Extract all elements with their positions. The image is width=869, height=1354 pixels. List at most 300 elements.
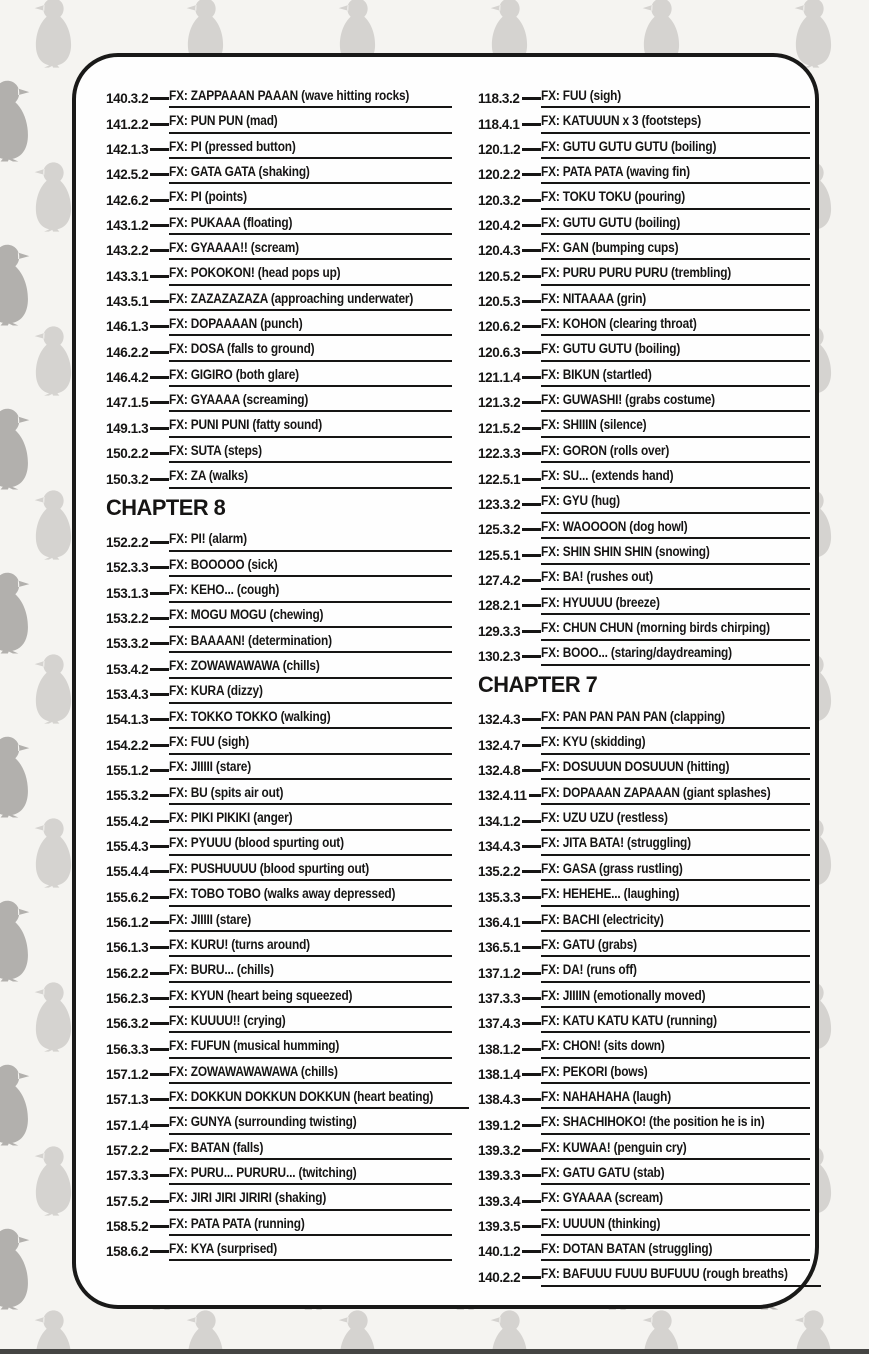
fx-label-text: FX: KYU (skidding) [541,734,646,750]
connector-line [150,769,169,772]
fx-entry [478,755,810,780]
page-panel-ref: 157.3.3 [106,1168,149,1184]
connector-line [150,376,169,379]
fx-entry [478,539,810,564]
connector-line [522,997,541,1000]
page-panel-ref: 138.1.2 [478,1041,521,1057]
connector-line [522,718,541,721]
fx-label-text: FX: UZU UZU (restless) [541,810,668,826]
fx-entry [478,1008,810,1033]
connector-line [522,224,541,227]
fx-entry-ref-group [106,216,169,235]
page-panel-ref: 120.5.3 [478,294,521,310]
connector-line [522,1022,541,1025]
fx-entry [106,184,452,209]
penguin-silhouette-icon [790,0,837,68]
fx-label [169,113,452,134]
connector-line [150,820,169,823]
fx-label [541,785,810,806]
page-panel-ref: 125.3.2 [478,522,521,538]
connector-line [522,401,541,404]
fx-entry [106,1135,452,1160]
fx-entry [478,641,810,666]
connector-line [150,997,169,1000]
connector-line [150,972,169,975]
fx-label-text: FX: KYA (surprised) [169,1240,278,1256]
page-panel-ref: 139.3.5 [478,1219,521,1235]
fx-entry-ref-group [106,419,169,438]
connector-line [150,300,169,303]
fx-entry-ref-group [478,292,541,311]
chapter-heading-label: CHAPTER 7 [478,671,598,697]
fx-entry-ref-group [106,888,169,907]
fx-label-text: FX: PATA PATA (running) [169,1215,305,1231]
page-panel-ref: 118.4.1 [478,116,520,132]
fx-entry-ref-group [106,938,169,957]
fx-entry [478,336,810,361]
fx-entry [478,210,810,235]
fx-entry [106,260,452,285]
fx-label-text: FX: PEKORI (bows) [541,1063,648,1079]
penguin-silhouette-icon [0,242,35,326]
fx-label [541,734,810,755]
fx-entry-ref-group [106,786,169,805]
page-panel-ref: 153.3.2 [106,636,149,652]
fx-label-text: FX: JIIIIN (emotionally moved) [541,987,706,1003]
fx-label-text: FX: KUWAA! (penguin cry) [541,1139,687,1155]
fx-entry-ref-group [478,1242,541,1261]
fx-label-text: FX: KATUUUN x 3 (footsteps) [541,113,702,129]
fx-entry [478,1059,810,1084]
fx-label [169,1165,452,1186]
fx-entry [478,780,810,805]
page-panel-ref: 139.1.2 [478,1117,521,1133]
fx-entry [106,1185,452,1210]
connector-line [522,1048,541,1051]
page-panel-ref: 120.4.3 [478,243,521,259]
fx-label-text: FX: FUFUN (musical humming) [169,1038,340,1054]
fx-label-text: FX: GATU (grabs) [541,936,637,952]
page-panel-ref: 143.2.2 [106,243,149,259]
fx-label [541,1241,810,1262]
connector-line [522,1225,541,1228]
fx-label-text: FX: GATU GATU (stab) [541,1164,665,1180]
fx-entry-ref-group [106,140,169,159]
connector-line [150,173,169,176]
penguin-silhouette-icon [30,1144,77,1216]
fx-entry [106,552,452,577]
page-panel-ref: 138.4.3 [478,1092,521,1108]
fx-entry-ref-group [106,913,169,932]
fx-label [541,1038,810,1059]
page-panel-ref: 140.3.2 [106,91,149,107]
fx-label-text: FX: BAFUUU FUUU BUFUUU (rough breaths) [541,1266,788,1282]
fx-label [541,835,810,856]
fx-label [541,1165,810,1186]
fx-label [541,88,810,109]
fx-label-text: FX: JIRI JIRI JIRIRI (shaking) [169,1190,327,1206]
page-panel-ref: 130.2.3 [478,648,521,664]
fx-label [169,341,452,362]
page-panel-ref: 139.3.2 [478,1143,521,1159]
penguin-silhouette-icon [486,1308,533,1354]
fx-label-text: FX: GUNYA (surrounding twisting) [169,1114,357,1130]
fx-label-text: FX: GUWASHI! (grabs costume) [541,391,715,407]
page-panel-ref: 157.1.3 [106,1092,149,1108]
fx-label-text: FX: DOKKUN DOKKUN DOKKUN (heart beating) [169,1088,434,1104]
fx-entry-ref-group [478,989,541,1008]
connector-line [150,617,169,620]
fx-entry-ref-group [478,89,541,108]
fx-entry [106,1084,452,1109]
fx-label-text: FX: GORON (rolls over) [541,442,670,458]
fx-label [169,734,452,755]
connector-line [522,1276,541,1279]
connector-line [522,452,541,455]
fx-entry-ref-group [478,647,541,666]
fx-entry [478,311,810,336]
fx-entry [478,412,810,437]
fx-label-text: FX: DOPAAAAN (punch) [169,315,303,331]
fx-entry [106,527,452,552]
fx-entry-ref-group [478,546,541,565]
connector-line [522,528,541,531]
penguin-silhouette-icon [30,980,77,1052]
fx-label-text: FX: KUUUU!! (crying) [169,1012,286,1028]
fx-entry [106,957,452,982]
fx-label-text: FX: BATAN (falls) [169,1139,264,1155]
fx-label [169,810,452,831]
fx-entry-ref-group [478,786,541,805]
fx-label-text: FX: ZOWAWAWAWAWA (chills) [169,1063,338,1079]
fx-label [541,468,810,489]
fx-label [541,189,810,210]
fx-entry [106,286,452,311]
fx-label [169,417,452,438]
fx-entry-ref-group [478,419,541,438]
connector-line [150,148,169,151]
connector-line [150,199,169,202]
fx-label-text: FX: GAN (bumping cups) [541,239,679,255]
fx-label [169,468,452,489]
fx-label-text: FX: TOBO TOBO (walks away depressed) [169,886,396,902]
fx-entry [478,362,810,387]
fx-label [541,759,810,780]
fx-entry [478,463,810,488]
fx-label-text: FX: DOTAN BATAN (struggling) [541,1240,713,1256]
page-panel-ref: 155.6.2 [106,889,149,905]
fx-entry-ref-group [478,393,541,412]
fx-label-text: FX: SU... (extends hand) [541,468,674,483]
connector-line [522,478,541,481]
fx-entry-ref-group [478,444,541,463]
fx-label [169,835,452,856]
fx-entry [478,1109,810,1134]
page-panel-ref: 120.4.2 [478,218,521,234]
fx-entry-ref-group [106,710,169,729]
fx-label-text: FX: BAAAAN! (determination) [169,632,332,648]
connector-line [522,503,541,506]
fx-column-left [106,83,452,1261]
fx-glossary-panel [72,53,819,1309]
page-panel-ref: 134.1.2 [478,813,521,829]
fx-entry [106,603,452,628]
fx-label [169,164,452,185]
fx-label [541,1089,810,1110]
page-panel-ref: 120.1.2 [478,142,521,158]
connector-line [150,478,169,481]
fx-label-text: FX: KURA (dizzy) [169,683,263,699]
fx-entry-ref-group [106,584,169,603]
fx-label-text: FX: JITA BATA! (struggling) [541,835,691,851]
page-panel-ref: 132.4.8 [478,762,521,778]
page-panel-ref: 153.2.2 [106,610,149,626]
page-panel-ref: 156.1.2 [106,915,149,930]
fx-entry-ref-group [106,191,169,210]
fx-entry-ref-group [106,812,169,831]
penguin-silhouette-icon [30,652,77,724]
fx-entry [478,1185,810,1210]
fx-label [169,988,452,1009]
connector-line [522,1149,541,1152]
fx-entry [106,438,452,463]
fx-entry-ref-group [106,685,169,704]
fx-entry-ref-group [478,1217,541,1236]
page-panel-ref: 146.4.2 [106,370,149,386]
fx-label-text: FX: FUU (sigh) [541,87,622,103]
page-panel-ref: 132.4.11 [478,788,527,804]
fx-entry-ref-group [478,520,541,539]
fx-label-text: FX: TOKKO TOKKO (walking) [169,708,331,724]
fx-entry-ref-group [106,736,169,755]
fx-entry [106,983,452,1008]
fx-entry-ref-group [106,1040,169,1059]
fx-entry-ref-group [478,736,541,755]
connector-line [150,1250,169,1253]
fx-label [169,683,452,704]
fx-entry-ref-group [106,862,169,881]
penguin-silhouette-icon [790,1308,837,1354]
page-panel-ref: 136.5.1 [478,940,521,956]
fx-label [169,557,452,578]
page-panel-ref: 122.5.1 [478,471,521,487]
fx-label [541,291,810,312]
fx-label-text: FX: PI (pressed button) [169,138,296,154]
fx-label [541,709,810,730]
fx-label-text: FX: SUTA (steps) [169,442,262,458]
page-panel-ref: 155.1.2 [106,762,149,778]
fx-entry [106,412,452,437]
connector-line [522,351,541,354]
fx-entry [478,438,810,463]
fx-label [541,316,810,337]
connector-line [522,896,541,899]
connector-line [150,1098,169,1101]
fx-entry [106,653,452,678]
page-panel-ref: 157.5.2 [106,1193,149,1209]
fx-entry [478,831,810,856]
connector-line [150,97,169,100]
fx-entry [106,628,452,653]
fx-label [541,443,810,464]
fx-label [541,988,810,1009]
fx-label [541,937,810,958]
page-panel-ref: 121.5.2 [478,420,521,436]
fx-label-text: FX: PUSHUUUU (blood spurting out) [169,860,370,876]
page-panel-ref: 118.3.2 [478,91,520,107]
fx-entry [106,932,452,957]
fx-entry [478,565,810,590]
connector-line [150,224,169,227]
page-panel-ref: 157.1.2 [106,1067,149,1083]
fx-label [169,658,452,679]
fx-label-text: FX: PURU PURU PURU (trembling) [541,265,732,281]
fx-entry-ref-group [106,343,169,362]
page-panel-ref: 141.2.2 [106,116,149,132]
fx-entry-ref-group [478,317,541,336]
penguin-silhouette-icon [0,1226,35,1310]
fx-label-text: FX: GYAAAA!! (scream) [169,239,299,255]
fx-entry [106,134,452,159]
page-panel-ref: 123.3.2 [478,496,521,512]
fx-label [541,1140,810,1161]
fx-entry [106,1211,452,1236]
fx-label [169,1064,452,1085]
fx-entry-ref-group [478,938,541,957]
page-panel-ref: 132.4.3 [478,712,521,728]
penguin-silhouette-icon [0,570,35,654]
fx-entry [478,108,810,133]
fx-label-text: FX: KEHO... (cough) [169,582,280,598]
fx-entry [478,856,810,881]
fx-entry-ref-group [106,393,169,412]
connector-line [522,275,541,278]
fx-label-text: FX: HYUUUU (breeze) [541,594,660,610]
connector-line [150,1022,169,1025]
connector-line [522,199,541,202]
fx-label [169,1038,452,1059]
penguin-silhouette-icon [30,0,77,68]
connector-line [522,325,541,328]
fx-label-text: FX: GIGIRO (both glare) [169,366,299,382]
fx-label [541,1216,810,1237]
fx-entry [106,210,452,235]
fx-entry-ref-group [478,1166,541,1185]
fx-entry [106,856,452,881]
fx-label-text: FX: PUNI PUNI (fatty sound) [169,417,322,433]
fx-entry [106,362,452,387]
fx-entry-ref-group [478,1014,541,1033]
page-panel-ref: 158.5.2 [106,1219,149,1235]
fx-entry [478,83,810,108]
fx-entry-ref-group [106,1192,169,1211]
page-panel-ref: 127.4.2 [478,572,521,588]
connector-line [529,794,541,797]
fx-entry-ref-group [106,1217,169,1236]
page-panel-ref: 140.2.2 [478,1269,521,1285]
connector-line [150,1200,169,1203]
fx-label-text: FX: BOOOOO (sick) [169,556,278,572]
penguin-silhouette-icon [30,324,77,396]
fx-label [541,1064,810,1085]
fx-entry-ref-group [478,216,541,235]
fx-label [541,1266,821,1287]
connector-line [150,351,169,354]
fx-label [541,544,810,565]
page-panel-ref: 122.3.3 [478,446,521,462]
fx-label-text: FX: WAOOOON (dog howl) [541,518,688,534]
page-panel-ref: 128.2.1 [478,598,521,614]
fx-entry [478,1261,810,1286]
fx-label-text: FX: BA! (rushes out) [541,569,653,585]
page-panel-ref: 132.4.7 [478,737,521,753]
fx-entry [478,159,810,184]
fx-entry [106,463,452,488]
fx-label [169,962,452,983]
page-panel-ref: 156.3.2 [106,1016,149,1032]
page-panel-ref: 142.6.2 [106,192,149,208]
page-panel-ref: 121.1.4 [478,370,521,386]
page-panel-ref: 155.4.3 [106,838,149,854]
fx-label-text: FX: KOHON (clearing throat) [541,315,697,331]
fx-label-text: FX: PURU... PURURU... (twitching) [169,1164,357,1180]
fx-entry [478,704,810,729]
fx-label [169,759,452,780]
page-panel-ref: 137.4.3 [478,1016,521,1032]
fx-label-text: FX: ZAPPAAAN PAAAN (wave hitting rocks) [169,87,410,103]
fx-label [169,1190,452,1211]
connector-line [522,579,541,582]
fx-entry [478,932,810,957]
fx-label [169,291,452,312]
page-panel-ref: 153.1.3 [106,585,149,601]
fx-entry [478,1160,810,1185]
fx-entry-ref-group [106,165,169,184]
fx-entry-ref-group [478,343,541,362]
fx-entry-ref-group [478,241,541,260]
fx-label-text: FX: BOOO... (staring/daydreaming) [541,645,732,661]
fx-entry [478,1033,810,1058]
fx-label [169,633,452,654]
connector-line [522,1098,541,1101]
connector-line [150,1073,169,1076]
fx-label [541,240,810,261]
connector-line [150,1174,169,1177]
fx-label [541,392,810,413]
page-panel-ref: 149.1.3 [106,420,149,436]
page-panel-ref: 143.3.1 [106,268,149,284]
fx-entry [106,679,452,704]
fx-label [169,1114,452,1135]
connector-line [150,566,169,569]
fx-entry [478,1135,810,1160]
fx-label-text: FX: TOKU TOKU (pouring) [541,189,686,205]
page-panel-ref: 125.5.1 [478,547,521,563]
fx-entry-ref-group [106,558,169,577]
penguin-silhouette-icon [30,488,77,560]
fx-entry [478,134,810,159]
page-panel-ref: 120.2.2 [478,167,521,183]
penguin-silhouette-icon [0,898,35,982]
fx-label [541,645,810,666]
connector-line [150,275,169,278]
fx-label-text: FX: KURU! (turns around) [169,936,310,952]
fx-entry [478,805,810,830]
fx-label [169,265,452,286]
fx-label [169,531,452,552]
connector-line [150,870,169,873]
fx-entry-ref-group [478,1268,541,1287]
